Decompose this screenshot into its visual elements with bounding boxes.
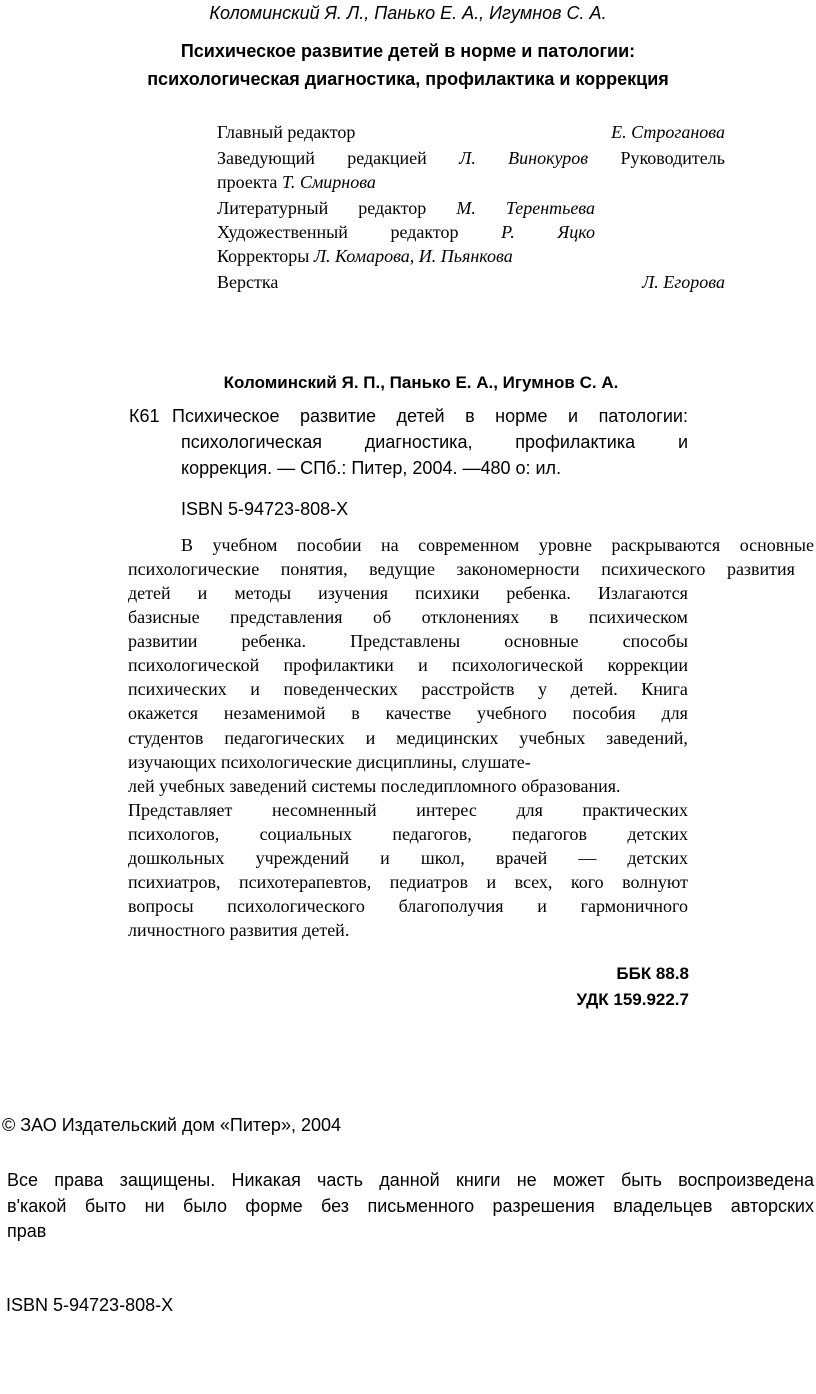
credit-proofreaders [217,246,725,267]
isbn-bottom: ISBN 5-94723-808-X [6,1295,174,1315]
biblio-line: коррекция. — СПб.: Питер, 2004. —480 о: ил. [181,458,562,478]
credit-chief-editor [217,122,725,143]
abstract-line: В учебном пособии на современном уровне раскрываются основные [181,535,814,555]
book-title [0,37,816,93]
udk-code: УДК 159.922.7 [576,990,689,1009]
credit-name: Т. Смирнова [281,172,376,192]
copyright-notice: © ЗАО Издательский дом «Питер», 2004 [2,1115,341,1135]
book-title-line: Психическое развитие детей в норме и патологии: [180,41,636,61]
biblio-isbn: ISBN 5-94723-808-X [181,499,349,519]
biblio-authors: Коломинский Я. П., Панько Е. А., Игумнов С. А. [223,373,619,392]
header-authors: Коломинский Я. Л., Панько Е. А., Игумнов С. А. [209,3,607,23]
credit-art-editor: Художественный редактор Р. Яцко [217,222,595,242]
credit-name: Л. Егорова [642,272,725,292]
credit-label: Верстка [217,272,279,292]
credit-label: Корректоры [217,246,310,266]
credit-name: Е. Строганова [611,122,725,142]
credit-label: проекта [217,172,278,192]
abstract-line: психологические понятия, ведущие закономерности психического развития [128,559,795,579]
credit-literary-editor: Литературный редактор М. Терентьева [217,198,595,218]
bbk-code: ББК 88.8 [616,964,689,983]
book-title-line: психологическая диагностика, профилактика и коррекция [147,69,669,89]
rights-line: Все права защищены. Никакая часть данной книги не может быть воспроизведена [7,1170,814,1190]
biblio-line: Психическое развитие детей в норме и патологии: [172,406,688,426]
rights-line: прав [7,1221,47,1241]
credit-head-editor: Заведующий редакцией Л. Винокуров Руководитель [217,148,725,168]
biblio-code: К61 [129,406,160,426]
abstract-line: личностного развития детей. [128,920,350,941]
abstract-line: лей учебных заведений системы последипломного образования. [128,775,621,796]
biblio-line: психологическая диагностика, профилактика и [181,432,688,452]
rights-line: в'какой быто ни было форме без письменного разрешения владельцев авторских [7,1196,814,1216]
credit-project-manager [217,172,725,193]
abstract-body: детей и методы изучения психики ребенка. Излагаются базисные представления об отклонениях в психическом развитии ребенка. Представлены основные способы психологической профилактики и психологической коррекции психических и поведенческих расстройств у детей. Книга окажется незаменимой в качестве учебного пособия для студентов педагогических и медицинских учебных заведений, изучающих психологические дисциплины, слушате- лей учебных заведений системы последипломного образования. Представляет несомненный интерес для практических психологов, социальных педагогов, педагогов детских дошкольных учреждений и школ, врачей — детских психиатров, психотерапевтов, педиатров и всех, кого волнуют вопросы психологического благополучия и гармоничного личностного развития детей. [128,581,688,942]
credit-name: Л. Комарова, И. Пьянкова [313,246,513,266]
credit-label: Главный редактор [217,122,356,142]
credit-layout [217,272,725,293]
abstract-line: изучающих психологические дисциплины, слушате- [128,751,531,772]
